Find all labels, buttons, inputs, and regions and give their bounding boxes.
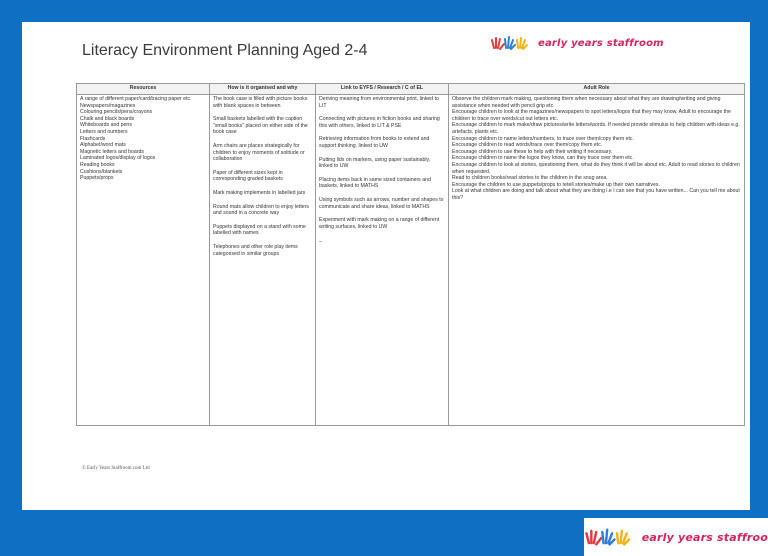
hands-logo-icon xyxy=(490,34,534,52)
resources-cell xyxy=(77,95,210,426)
list-item: Encourage children to read words/trace over them/copy them etc. xyxy=(452,142,603,149)
list-item: Puppets/props xyxy=(80,175,114,182)
column-header-adult-role: Adult Role xyxy=(449,84,745,95)
list-item: Encourage children to name the logos they know, can they trace over them etc. xyxy=(452,155,634,162)
list-item: Deriving meaning from environmental print, linked to LIT xyxy=(319,96,439,109)
list-item: _ xyxy=(319,237,322,244)
column-header-links: Link to EYFS / Research / C of EL xyxy=(316,84,449,95)
list-item: Letters and numbers xyxy=(80,128,128,135)
list-item: Chalk and black boards xyxy=(80,115,135,122)
list-item: Flashcards xyxy=(80,135,106,142)
column-header-organised: How is it organised and why xyxy=(210,84,316,95)
list-item: Cushions/blankets xyxy=(80,168,123,175)
list-item: Read to children books/read stories to the children in the snug area. xyxy=(452,175,608,182)
list-item: Whiteboards and pens xyxy=(80,122,132,129)
list-item: The book case is filled with picture books with blank spaces in between xyxy=(213,96,308,109)
list-item: Puppets displayed on a stand with some labelled with names xyxy=(213,223,306,237)
list-item: Magnetic letters and boards xyxy=(80,148,145,155)
list-item: Encourage children to mark make/draw pictures/write letters/words. If needed provide stimulus to help children with ideas e.g. artefacts, plants etc. xyxy=(452,122,740,135)
list-item: Experiment with mark making on a range of different writing surfaces, linked to UW xyxy=(319,217,440,230)
list-item: Reading books xyxy=(80,161,115,168)
brand-logo-bottom xyxy=(584,518,768,556)
brand-name-bottom: early years staffroo xyxy=(641,530,768,544)
list-item: Arm chairs are places strategically for children to enjoy moments of solitude or collaboration xyxy=(213,142,305,163)
organised-cell xyxy=(210,95,316,426)
page-title: Literacy Environment Planning Aged 2-4 xyxy=(82,42,368,59)
list-item: Using symbols such as arrows, number and shapes to communicate and share ideas, linked to MATHS xyxy=(319,196,444,210)
list-item: Encourage the children to use puppets/props to retell stories/make up their own narratives. xyxy=(452,181,660,188)
brand-name: early years staffroom xyxy=(538,37,664,49)
list-item: A range of different paper/card/tracing paper etc. xyxy=(80,96,192,102)
list-item: Observe the children mark making, questioning them when necessary about what they are drawing/writing and giving assistance when needed with pencil grip etc. xyxy=(452,96,721,109)
planning-table xyxy=(76,83,745,426)
list-item: Connecting with pictures in fiction books and sharing this with others, linked to LIT & PSE xyxy=(319,116,440,129)
list-item: Small baskets labelled with the caption "small books" placed on either side of the book case xyxy=(213,116,308,136)
list-item: Encourage children to look at stories, questioning them, what do they think it will be about etc. Adult to read stories to children when requested. xyxy=(452,161,740,175)
list-item: Encourage children to use these to help with their writing if necessary. xyxy=(452,148,613,155)
list-item: Telephones and other role play items categorised in similar groups xyxy=(213,243,298,257)
column-header-resources: Resources xyxy=(77,84,210,95)
links-cell xyxy=(316,95,449,426)
list-item: Colouring pencils/pens/crayons xyxy=(80,109,153,116)
list-item: Mark making implements in labelled jars xyxy=(213,189,306,196)
list-item: Laminated logos/display of logos xyxy=(80,155,156,162)
list-item: Alphabet/word mats xyxy=(80,142,126,149)
document-page xyxy=(22,22,750,510)
list-item: Look at what children are doing and talk about what they are doing i.e I can see that you have written... Can you tell me about this? xyxy=(452,188,740,201)
table-row xyxy=(77,95,745,426)
list-item: Encourage children to name letters/numbers, to trace over them/copy them etc. xyxy=(452,135,634,142)
list-item: Paper of different sizes kept in corresponding graded baskets xyxy=(213,169,283,183)
hands-logo-icon xyxy=(584,525,638,549)
adult-role-cell xyxy=(449,95,745,426)
list-item: Placing items back in same sized containers and baskets, linked to MATHS xyxy=(319,176,431,190)
list-item: Newspapers/magazines xyxy=(80,102,136,109)
list-item: Encourage children to look at the magazines/newspapers to spot letters/logos that they may know. Adult to encourage the children to trace over words/cut out letters etc. xyxy=(452,109,731,122)
list-item: Round mats allow children to enjoy letters and sound in a concrete way xyxy=(213,203,310,217)
list-item: Putting lids on markers, using paper sustainably, linked to UW xyxy=(319,156,431,170)
brand-logo-top xyxy=(490,34,664,52)
list-item: Retrieving information from books to extend and support thinking, linked to UW xyxy=(319,136,430,149)
copyright-footer: © Early Years Staffroom.com Ltd xyxy=(82,466,150,471)
